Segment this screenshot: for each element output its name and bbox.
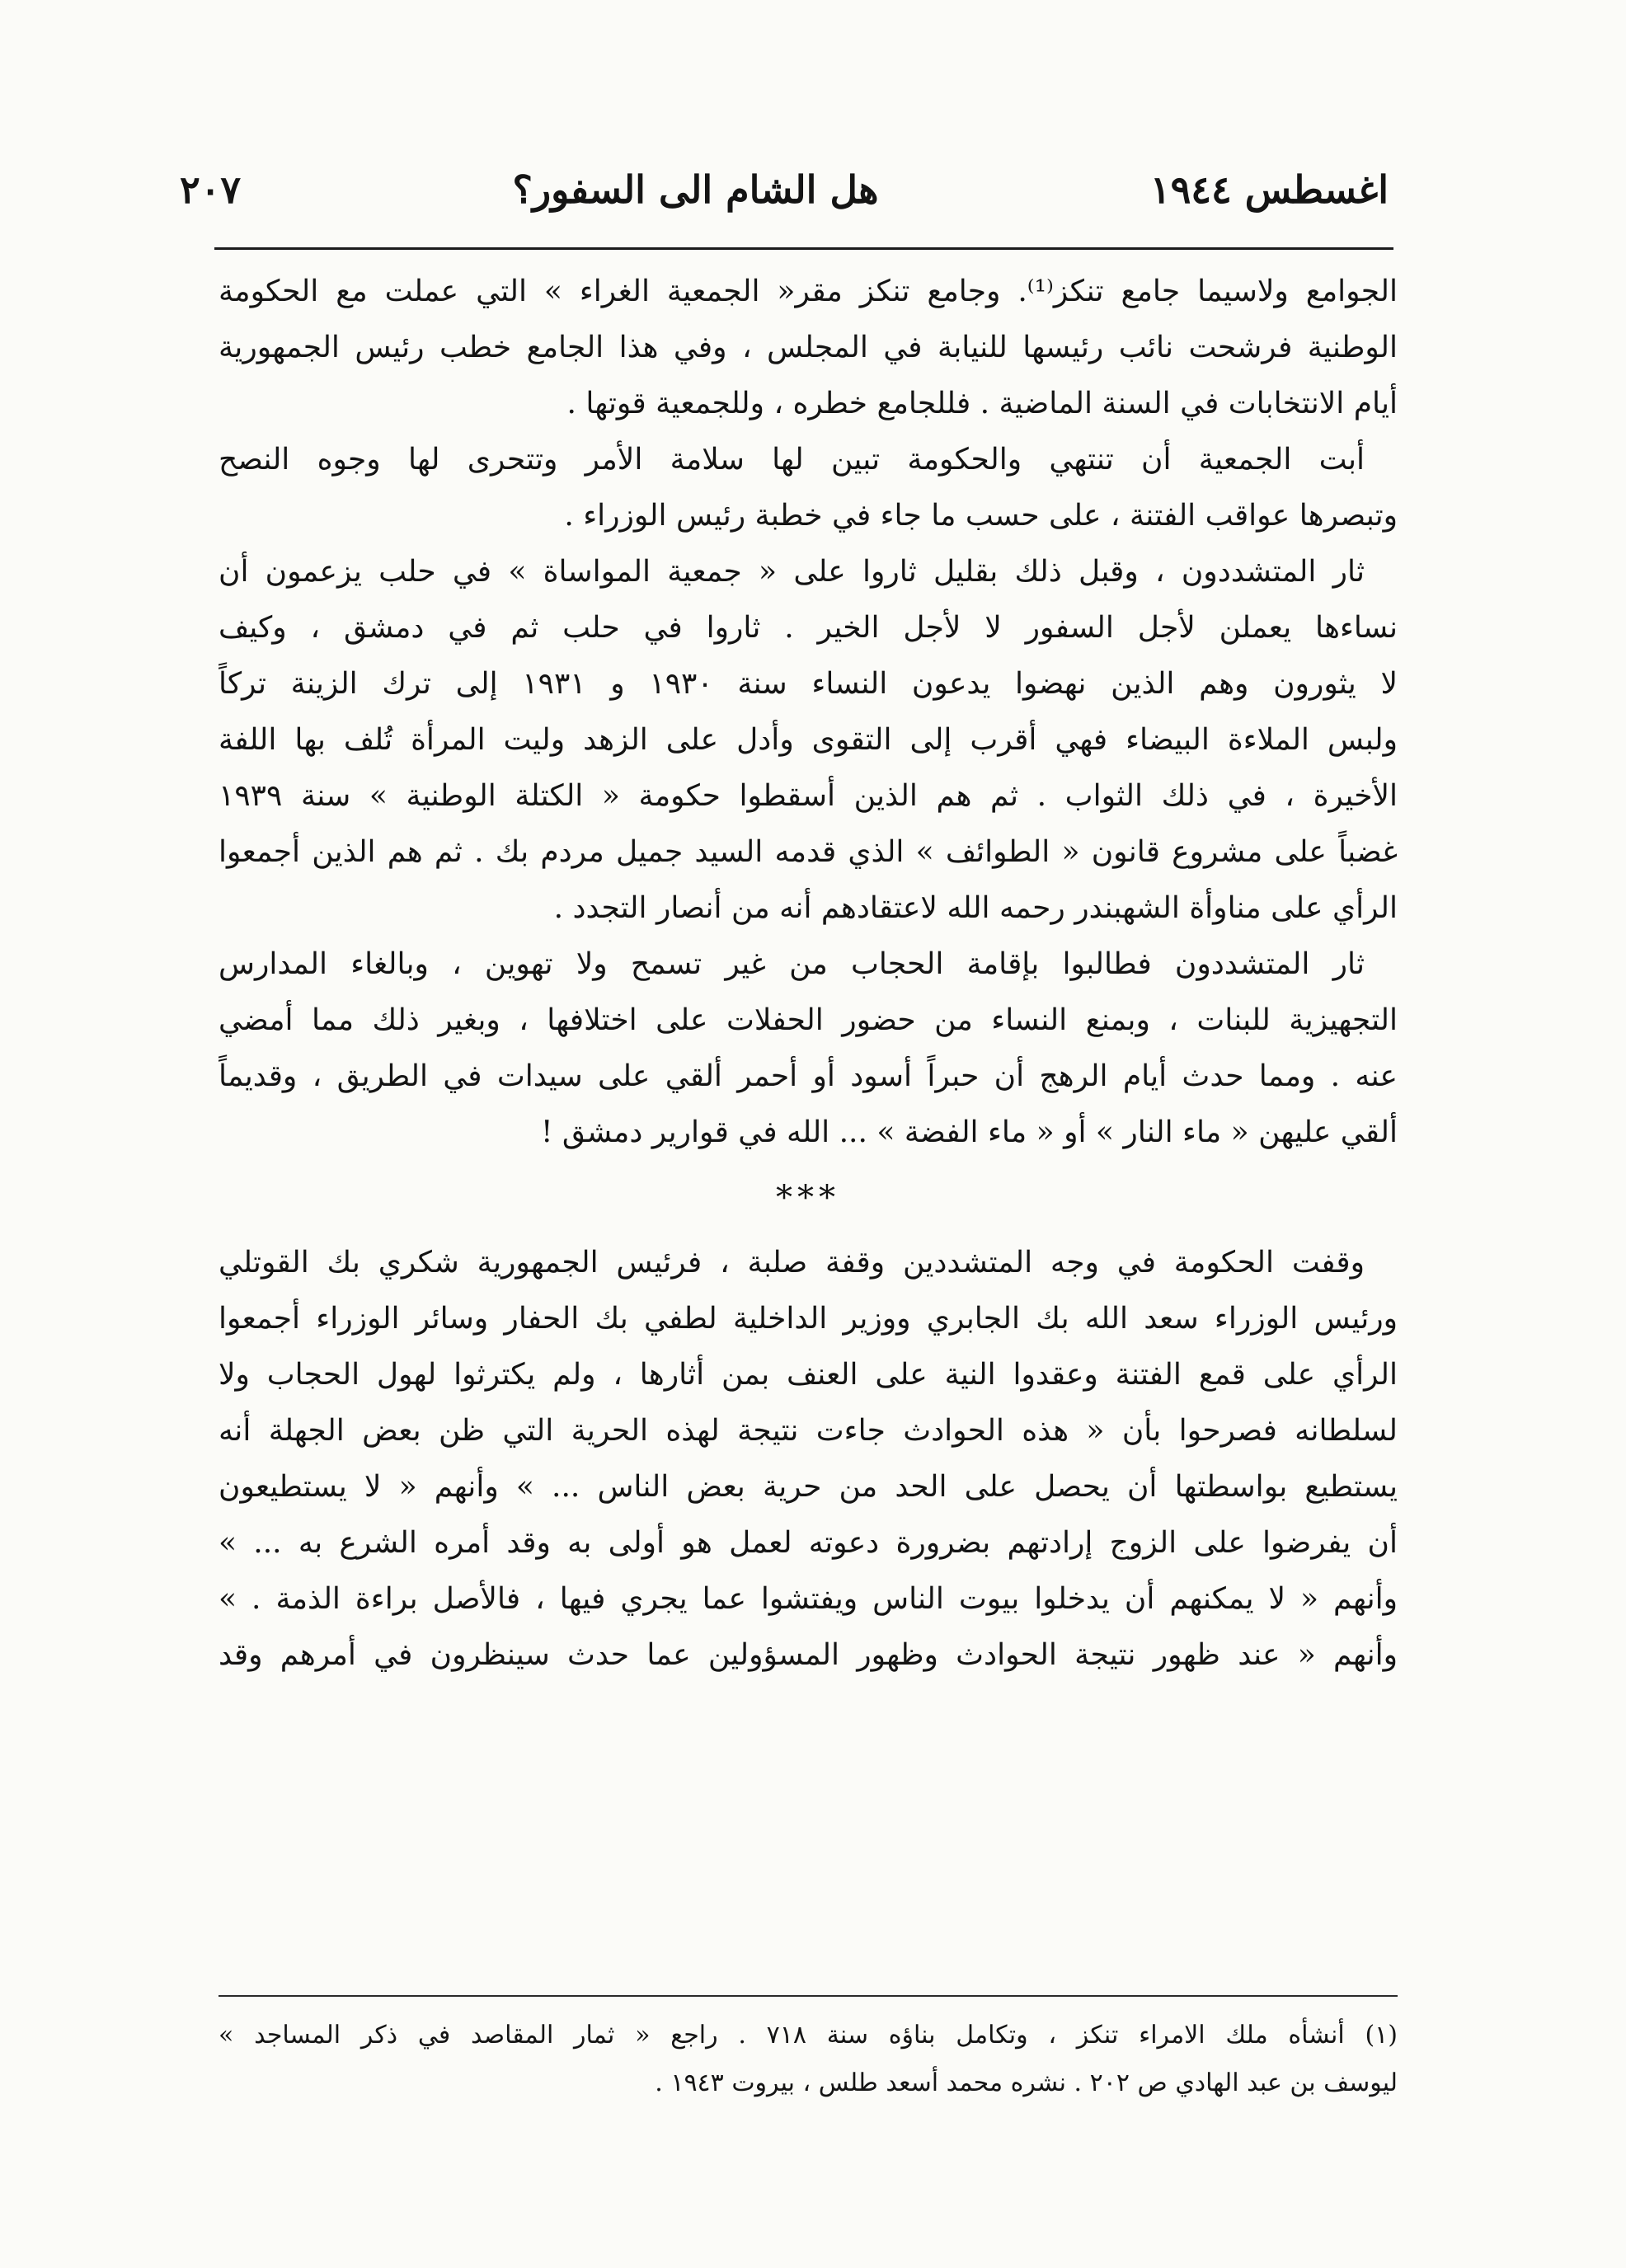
header-rule (214, 247, 1393, 250)
text-line: أبت الجمعية أن تنتهي والحكومة تبين لها سلامة الأمر وتتحرى لها وجوه النصح (219, 443, 1365, 477)
text-line: وأنهم « لا يمكنهم أن يدخلوا بيوت الناس ويفتشوا عما يجري فيها ، فالأصل براءة الذمة . » (219, 1582, 1398, 1616)
text-line: عنه . ومما حدث أيام الرهج أن حبراً أسود أو أحمر ألقي على سيدات في الطريق ، وقديماً (219, 1059, 1398, 1093)
text-line: وتبصرها عواقب الفتنة ، على حسب ما جاء في خطبة رئيس الوزراء . (564, 499, 1398, 533)
section-separator: *** (776, 1179, 840, 1217)
text-line: ورئيس الوزراء سعد الله بك الجابري ووزير الداخلية لطفي بك الحفار وسائر الوزراء أجمعوا (219, 1302, 1398, 1336)
text-line: نساءها يعملن لأجل السفور لا لأجل الخير . ثاروا في حلب ثم في دمشق ، وكيف (219, 611, 1398, 645)
footnote-line: ليوسف بن عبد الهادي ص ٢٠٢ . نشره محمد أسعد طلس ، بيروت ١٩٤٣ . (655, 2068, 1398, 2097)
running-header (180, 157, 1389, 223)
page-number: ٢٠٧ (180, 167, 242, 212)
body-text (219, 264, 1398, 1683)
footnote-line: (١) أنشأه ملك الامراء تنكز ، وتكامل بناؤه سنة ٧١٨ . راجع « ثمار المقاصد في ذكر المساجد » (219, 2021, 1398, 2050)
text-line: لسلطانه فصرحوا بأن « هذه الحوادث جاءت نتيجة لهذه الحرية التي ظن بعض الجهلة أنه (219, 1414, 1398, 1448)
text-line: الجوامع ولاسيما جامع تنكز⁽¹⁾. وجامع تنكز مقر« الجمعية الغراء » التي عملت مع الحكومة (219, 275, 1398, 308)
text-line: الرأي على قمع الفتنة وعقدوا النية على العنف بمن أثارها ، ولم يكترثوا لهول الحجاب ولا (219, 1358, 1398, 1392)
text-line: أن يفرضوا على الزوج إرادتهم بضرورة دعوته لعمل هو أولى به وقد أمره الشرع به ... » (219, 1526, 1398, 1560)
footnotes (219, 2012, 1398, 2107)
text-line: أيام الانتخابات في السنة الماضية . فللجامع خطره ، وللجمعية قوتها . (566, 387, 1398, 420)
text-line: ولبس الملاءة البيضاء فهي أقرب إلى التقوى وأدل على الزهد وليت المرأة تُلف بها اللفة (219, 723, 1398, 757)
text-line: ثار المتشددون فطالبوا بإقامة الحجاب من غير تسمح ولا تهوين ، وبالغاء المدارس (219, 947, 1365, 981)
text-line: الوطنية فرشحت نائب رئيسها للنيابة في المجلس ، وفي هذا الجامع خطب رئيس الجمهورية (219, 331, 1398, 364)
header-date: اغسطس ١٩٤٤ (1149, 167, 1389, 212)
text-line: التجهيزية للبنات ، وبمنع النساء من حضور الحفلات على اختلافها ، وبغير ذلك مما أمضي (219, 1003, 1398, 1037)
text-line: يستطيع بواسطتها أن يحصل على الحد من حرية بعض الناس ... » وأنهم « لا يستطيعون (219, 1470, 1398, 1504)
text-line: ثار المتشددون ، وقبل ذلك بقليل ثاروا على « جمعية المواساة » في حلب يزعمون أن (219, 555, 1365, 589)
text-line: الرأي على مناوأة الشهبندر رحمه الله لاعتقادهم أنه من أنصار التجدد . (553, 891, 1398, 925)
text-line: ألقي عليهن « ماء النار » أو « ماء الفضة » ... الله في قوارير دمشق ! (540, 1115, 1398, 1149)
text-line: غضباً على مشروع قانون « الطوائف » الذي قدمه السيد جميل مردم بك . ثم هم الذين أجمعوا (219, 835, 1398, 869)
header-title: هل الشام الى السفور؟ (512, 167, 879, 212)
text-line: وقفت الحكومة في وجه المتشددين وقفة صلبة ، فرئيس الجمهورية شكري بك القوتلي (219, 1246, 1365, 1280)
text-line: الأخيرة ، في ذلك الثواب . ثم هم الذين أسقطوا حكومة « الكتلة الوطنية » سنة ١٩٣٩ (219, 779, 1398, 813)
text-line: وأنهم « عند ظهور نتيجة الحوادث وظهور المسؤولين عما حدث سينظرون في أمرهم وقد (219, 1638, 1398, 1672)
footnote-rule (219, 1995, 1398, 1997)
text-line: لا يثورون وهم الذين نهضوا يدعون النساء سنة ١٩٣٠ و ١٩٣١ إلى ترك الزينة تركاً (219, 667, 1398, 701)
